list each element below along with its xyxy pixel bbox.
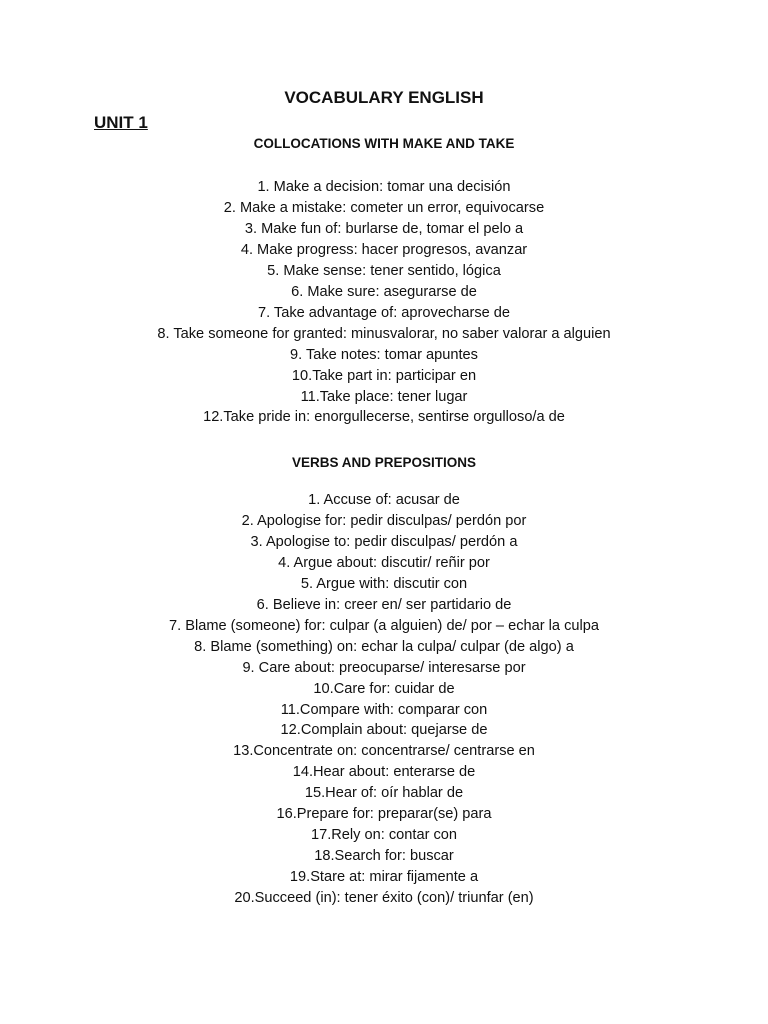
list-item: 10.Take part in: participar en xyxy=(291,367,477,384)
list-item: 19.Stare at: mirar fijamente a xyxy=(289,869,479,886)
list-item: 15.Hear of: oír hablar de xyxy=(304,785,464,802)
list-item: 7. Take advantage of: aprovecharse de xyxy=(257,304,511,321)
verbs-prepositions-list xyxy=(0,490,768,909)
list-item: 11.Take place: tener lugar xyxy=(300,388,468,405)
list-item: 14.Hear about: enterarse de xyxy=(292,764,476,781)
list-item: 11.Compare with: comparar con xyxy=(280,701,488,718)
list-item: 9. Care about: preocuparse/ interesarse por xyxy=(242,659,526,676)
list-item: 7. Blame (someone) for: culpar (a alguien) de/ por – echar la culpa xyxy=(169,617,599,634)
list-item: 17.Rely on: contar con xyxy=(310,827,458,844)
list-item: 9. Take notes: tomar apuntes xyxy=(290,346,478,363)
unit-heading: UNIT 1 xyxy=(94,113,148,132)
section-heading-verbs-prepositions: VERBS AND PREPOSITIONS xyxy=(291,455,477,470)
list-item: 3. Apologise to: pedir disculpas/ perdón a xyxy=(250,533,518,550)
list-item: 2. Make a mistake: cometer un error, equivocarse xyxy=(223,199,545,216)
list-item: 3. Make fun of: burlarse de, tomar el pelo a xyxy=(244,220,524,237)
document-title: VOCABULARY ENGLISH xyxy=(284,88,484,107)
list-item: 12.Take pride in: enorgullecerse, sentirse orgulloso/a de xyxy=(203,409,565,426)
list-item: 1. Make a decision: tomar una decisión xyxy=(257,179,511,195)
list-item: 16.Prepare for: preparar(se) para xyxy=(276,806,492,823)
list-item: 6. Make sure: asegurarse de xyxy=(291,283,477,300)
list-item: 8. Take someone for granted: minusvalorar, no saber valorar a alguien xyxy=(157,325,611,342)
list-item: 18.Search for: buscar xyxy=(314,848,454,865)
list-item: 20.Succeed (in): tener éxito (con)/ triunfar (en) xyxy=(234,890,534,907)
list-item: 5. Argue with: discutir con xyxy=(300,575,468,592)
list-item: 2. Apologise for: pedir disculpas/ perdón por xyxy=(241,512,527,529)
list-item: 13.Concentrate on: concentrarse/ centrarse en xyxy=(233,743,535,760)
list-item: 10.Care for: cuidar de xyxy=(313,680,455,697)
list-item: 12.Complain about: quejarse de xyxy=(280,722,488,739)
list-item: 1. Accuse of: acusar de xyxy=(308,492,460,508)
list-item: 5. Make sense: tener sentido, lógica xyxy=(267,262,501,279)
section-heading-collocations: COLLOCATIONS WITH MAKE AND TAKE xyxy=(253,136,515,151)
list-item: 4. Argue about: discutir/ reñir por xyxy=(278,554,490,571)
list-item: 8. Blame (something) on: echar la culpa/ culpar (de algo) a xyxy=(194,638,574,655)
collocations-list xyxy=(0,177,768,428)
list-item: 6. Believe in: creer en/ ser partidario de xyxy=(256,596,512,613)
list-item: 4. Make progress: hacer progresos, avanzar xyxy=(240,241,528,258)
